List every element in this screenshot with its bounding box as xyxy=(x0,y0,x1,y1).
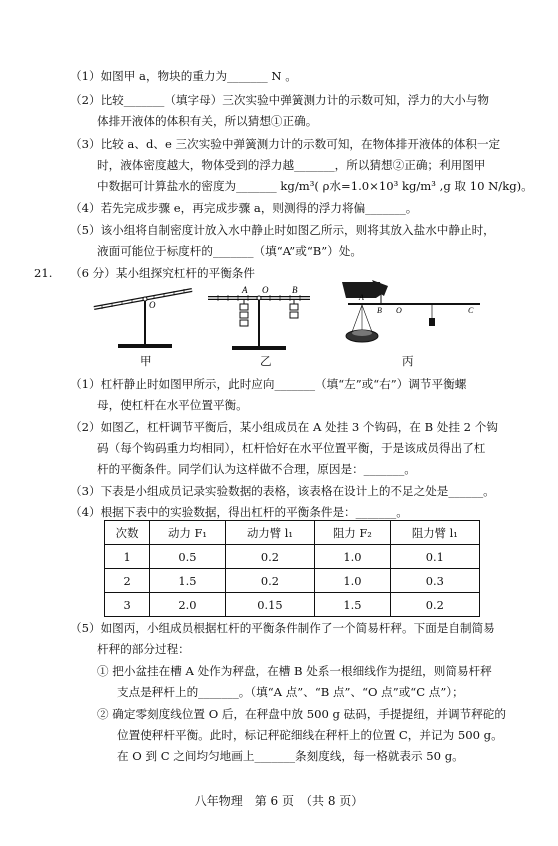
q20-part3-line1: （3）比较 a、d、e 三次实验中弹簧测力计的示数可知，在物体排开液体的体积一定 xyxy=(70,137,501,151)
table-header: 动力 F₁ xyxy=(150,521,226,545)
q21-part3: （3）下表是小组成员记录实验数据的表格，该表格在设计上的不足之处是______。 xyxy=(70,484,495,498)
q21-part2-line2: 码（每个钩码重力均相同），杠杆恰好在水平位置平衡，于是该成员得出了杠 xyxy=(97,441,486,455)
table-header: 动力臂 l₁ xyxy=(225,521,314,545)
table-cell: 0.2 xyxy=(390,593,479,617)
fig-bing-letter-c: C xyxy=(468,306,474,315)
table-row xyxy=(105,545,480,569)
figure-jia-lever xyxy=(88,282,198,352)
q21-step2-line2: 位置使秤杆平衡。此时，标记秤砣细线在秤杆上的位置 C，并记为 500 g。 xyxy=(117,728,503,742)
table-cell: 0.3 xyxy=(390,569,479,593)
table-cell: 0.2 xyxy=(225,545,314,569)
q21-part2-line1: （2）如图乙，杠杆调节平衡后，某小组成员在 A 处挂 3 个钩码，在 B 处挂 2 个钩 xyxy=(70,420,498,434)
table-cell: 0.2 xyxy=(225,569,314,593)
table-header: 阻力臂 l₁ xyxy=(390,521,479,545)
table-cell: 0.15 xyxy=(225,593,314,617)
q20-part1: （1）如图甲 a，物块的重力为_______ N 。 xyxy=(70,69,297,83)
table-row xyxy=(105,569,480,593)
table-cell: 0.5 xyxy=(150,545,226,569)
table-cell: 1.5 xyxy=(150,569,226,593)
q21-step1-line1: ① 把小盆挂在槽 A 处作为秤盘，在槽 B 处系一根细线作为提纽，则简易杆秤 xyxy=(97,664,492,678)
q21-part1-line2: 母，使杠杆在水平位置平衡。 xyxy=(97,398,248,412)
table-cell: 2 xyxy=(105,569,150,593)
q20-part2-line1: （2）比较_______（填字母）三次实验中弹簧测力计的示数可知，浮力的大小与物 xyxy=(70,93,489,107)
fig-bing-letter-o: O xyxy=(396,306,402,315)
figure-yi-lever xyxy=(204,282,316,354)
fig-yi-letter-o: O xyxy=(262,285,269,295)
q21-part5-line1: （5）如图丙，小组成员根据杠杆的平衡条件制作了一个简易杆秤。下面是自制简易 xyxy=(70,621,495,635)
fig-bing-letter-a: A xyxy=(359,293,364,302)
q21-part4: （4）根据下表中的实验数据，得出杠杆的平衡条件是：_______。 xyxy=(70,505,408,519)
q21-part5-line2: 杆秤的部分过程： xyxy=(97,642,190,656)
fig-bing-letter-b: B xyxy=(377,306,382,315)
fig-yi-letter-a: A xyxy=(242,285,248,295)
table-cell: 1.5 xyxy=(315,593,391,617)
table-header: 阻力 F₂ xyxy=(315,521,391,545)
q20-part3-line3: 中数据可计算盐水的密度为_______ kg/m³( ρ水=1.0×10³ kg/m³ ,g 取 10 N/kg)。 xyxy=(97,179,533,193)
q20-part5-line2: 液面可能位于标度杆的_______（填“A”或“B”）处。 xyxy=(97,244,362,258)
lever-data-table xyxy=(104,520,480,617)
q20-part3-line2: 时，液体密度越大，物体受到的浮力越_______，所以猜想②正确；利用图甲 xyxy=(97,158,486,172)
q21-title: （6 分）某小组探究杠杆的平衡条件 xyxy=(70,266,255,280)
table-row xyxy=(105,593,480,617)
table-cell: 0.1 xyxy=(390,545,479,569)
fig-yi-caption: 乙 xyxy=(260,354,272,368)
table-header: 次数 xyxy=(105,521,150,545)
q20-part4: （4）若先完成步骤 e，再完成步骤 a，则测得的浮力将偏_______。 xyxy=(70,201,418,215)
table-header-row xyxy=(105,521,480,545)
table-cell: 3 xyxy=(105,593,150,617)
page-footer: 八年物理 第 6 页 （共 8 页） xyxy=(194,794,364,808)
q21-step2-line1: ② 确定零刻度线位置 O 后，在秤盘中放 500 g 砝码，手提提纽，并调节秤砣的 xyxy=(97,707,506,721)
q20-part2-line2: 体排开液体的体积有关，所以猜想①正确。 xyxy=(97,114,318,128)
q20-part5-line1: （5）该小组将自制密度计放入水中静止时如图乙所示，则将其放入盐水中静止时， xyxy=(70,223,495,237)
figure-bing-steelyard xyxy=(332,276,488,356)
q21-step2-line3: 在 O 到 C 之间均匀地画上_______条刻度线，每一格就表示 50 g。 xyxy=(117,749,464,763)
table-cell: 2.0 xyxy=(150,593,226,617)
table-cell: 1.0 xyxy=(315,545,391,569)
fig-jia-caption: 甲 xyxy=(140,354,152,368)
table-cell: 1.0 xyxy=(315,569,391,593)
fig-yi-letter-b: B xyxy=(292,285,298,295)
q21-step1-line2: 支点是秤杆上的_______。（填“A 点”、“B 点”、“O 点”或“C 点”）； xyxy=(117,685,464,699)
fig-bing-caption: 丙 xyxy=(402,354,414,368)
q21-number: 21. xyxy=(34,266,53,280)
q21-part2-line3: 杆的平衡条件。同学们认为这样做不合理，原因是：_______。 xyxy=(97,462,416,476)
fig-jia-letter-o: O xyxy=(149,300,156,310)
table-cell: 1 xyxy=(105,545,150,569)
q21-part1-line1: （1）杠杆静止时如图甲所示，此时应向_______（填“左”或“右”）调节平衡螺 xyxy=(70,377,467,391)
